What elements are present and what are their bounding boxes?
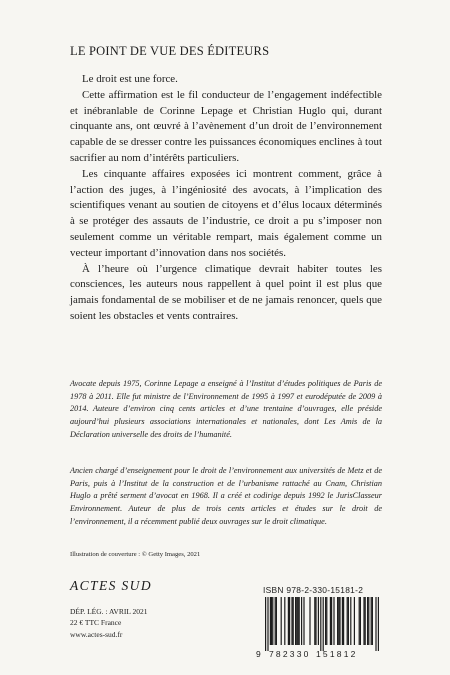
barcode-bar <box>331 597 332 645</box>
barcode-bar <box>295 597 296 645</box>
blurb-paragraph: Cette affirmation est le fil conducteur de l’engagement indéfectible et inébranlable de Corinne Lepage et Christian Huglo qui, durant cinquante ans, ont œuvré à l’avènement d’un droit de l’environnement capable de se dresser contre les puissances économiques enclines à tout sacrifier au nom d’intérêts particuliers. <box>70 88 382 164</box>
barcode-bar <box>337 597 338 645</box>
isbn-label: ISBN 978-2-330-15181-2 <box>263 585 364 595</box>
barcode-bar <box>276 597 277 645</box>
barcode-bar <box>348 597 349 645</box>
barcode-bar <box>350 597 351 645</box>
barcode-bar <box>318 597 319 645</box>
barcode-bar <box>330 597 331 645</box>
barcode-bar <box>339 597 340 645</box>
barcode-graphic <box>253 597 383 659</box>
barcode-bar <box>354 597 355 645</box>
barcode-bar <box>291 597 292 645</box>
barcode-bar <box>270 597 271 645</box>
barcode-bar <box>365 597 366 645</box>
legal-deposit: DÉP. LÉG. : AVRIL 2021 <box>70 607 148 616</box>
barcode-bar <box>326 597 327 645</box>
author-bio-huglo <box>70 465 382 529</box>
barcode-bar <box>360 597 361 645</box>
barcode-digits: 151812 <box>316 649 358 659</box>
barcode-bar <box>309 597 310 645</box>
barcode-bar <box>347 597 348 645</box>
barcode-bar <box>375 597 376 651</box>
blurb-paragraph: Le droit est une force. <box>82 73 178 85</box>
barcode-bar <box>320 597 321 651</box>
author-bio-lepage <box>70 378 382 442</box>
barcode-bar <box>275 597 276 645</box>
barcode-bar <box>342 597 343 645</box>
cover-credit: Illustration de couverture : © Getty Images, 2021 <box>70 551 201 558</box>
barcode-bar <box>301 597 302 645</box>
price: 22 € TTC France <box>70 618 122 628</box>
barcode-bar <box>343 597 344 645</box>
barcode-bar <box>368 597 369 645</box>
barcode-bar <box>338 597 339 645</box>
barcode-bar <box>293 597 294 645</box>
barcode-bar <box>267 597 268 651</box>
barcode-bar <box>323 597 324 651</box>
blurb-paragraph: Les cinquante affaires exposées ici montrent comment, grâce à l’action des juges, à l’ingéniosité des avocats, à l’implication des scientifiques venant au soutien de citoyens et d’élus locaux déterminés à se protéger des assauts de l’industrie, ce droit a pu s’imposer non seulement comme un véritable rempart, mais également comme un vecteur important d’innovation dans nos sociétés. <box>70 167 382 259</box>
barcode-bar <box>299 597 300 645</box>
barcode-bar <box>289 597 290 645</box>
barcode-bar <box>371 597 372 645</box>
barcode-bar <box>359 597 360 645</box>
author-bio-text: Avocate depuis 1975, Corinne Lepage a enseigné à l’Institut d’études politiques de Paris de 1978 à 2011. Elle fut ministre de l’Environnement de 1995 à 1997 et eurodéputée de 2009 à 2014. Auteure d’environ cinq cents articles et d’une trentaine d’ouvrages, elle préside aujourd’hui plusieurs associations internationales et nationales, dont Les Amis de la Déclaration universelle des droits de l’humanité. <box>70 379 382 439</box>
barcode-bar <box>271 597 272 645</box>
barcode-bar <box>296 597 297 645</box>
barcode-bar <box>363 597 364 645</box>
barcode-bar <box>303 597 304 645</box>
author-bio-text: Ancien chargé d’enseignement pour le droit de l’environnement aux universités de Metz et de Paris, puis à l’Institut de la construction et de l’urbanisme rattaché au Cnam, Christian Huglo a prêté serment d’avocat en 1968. Il a créé et codirige depuis 1992 le JurisClasseur Environnement. Auteur de plus de trois cents articles et études sur le droit de l’environnement, il a récemment publié deux ouvrages sur le droit climatique. <box>70 466 382 526</box>
blurb <box>70 72 382 325</box>
barcode-bar <box>272 597 273 645</box>
publisher-logo: ACTES SUD <box>70 578 152 593</box>
barcode-bar <box>333 597 334 645</box>
barcode-bar <box>372 597 373 645</box>
barcode-bar <box>284 597 285 645</box>
barcode-bar <box>265 597 266 651</box>
barcode-digits: 9 <box>256 649 263 659</box>
legal-info <box>70 606 148 640</box>
barcode-bar <box>378 597 379 651</box>
barcode-bar <box>315 597 316 645</box>
section-heading: LE POINT DE VUE DES ÉDITEURS <box>70 44 270 58</box>
barcode-bar <box>367 597 368 645</box>
blurb-paragraph: À l’heure où l’urgence climatique devrait habiter toutes les consciences, les auteurs nous rappellent à quel point il est plus que jamais fondamental de se mobiliser et de ne jamais renoncer, quels que soient les obstacles et vents contraires. <box>70 262 382 322</box>
barcode-bar <box>314 597 315 645</box>
barcode-digits: 782330 <box>269 649 311 659</box>
isbn-barcode <box>253 597 383 659</box>
barcode-bar <box>325 597 326 645</box>
barcode-bar <box>288 597 289 645</box>
website: www.actes-sud.fr <box>70 629 123 639</box>
barcode-bar <box>281 597 282 645</box>
barcode-bar <box>297 597 298 645</box>
